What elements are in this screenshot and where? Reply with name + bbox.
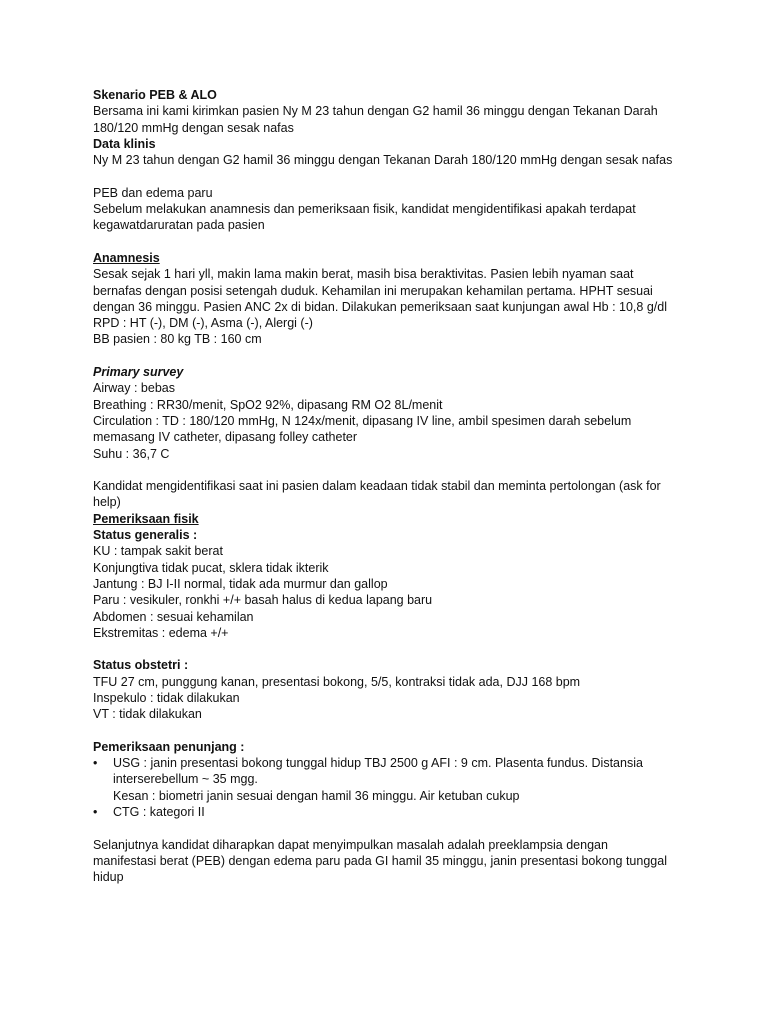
anamnesis-line-5: BB pasien : 80 kg TB : 160 cm <box>93 332 262 347</box>
intro-line-1: Bersama ini kami kirimkan pasien Ny M 23 tahun dengan G2 hamil 36 minggu dengan Tekanan Darah <box>93 104 658 119</box>
spacer <box>93 723 703 739</box>
ctg-line: CTG : kategori II <box>113 805 205 820</box>
usg-line-2: interserebellum ~ 35 mgg. <box>113 772 258 787</box>
primary-survey-heading: Primary survey <box>93 365 184 380</box>
obstetri-line-2: Inspekulo : tidak dilakukan <box>93 690 240 705</box>
status-obstetri-heading: Status obstetri : <box>93 658 189 673</box>
bullet-icon: • <box>93 756 98 771</box>
fisik-line-2: Konjungtiva tidak pucat, sklera tidak ikterik <box>93 560 329 575</box>
anamnesis-line-4: RPD : HT (-), DM (-), Asma (-), Alergi (-) <box>93 316 313 331</box>
usg-line-3: Kesan : biometri janin sesuai dengan hamil 36 minggu. Air ketuban cukup <box>113 788 520 803</box>
pemeriksaan-fisik-heading: Pemeriksaan fisik <box>93 511 199 526</box>
spacer <box>93 641 703 657</box>
peb-line: PEB dan edema paru <box>93 185 213 200</box>
fisik-line-6: Ekstremitas : edema +/+ <box>93 625 229 640</box>
obstetri-line-1: TFU 27 cm, punggung kanan, presentasi bokong, 5/5, kontraksi tidak ada, DJJ 168 bpm <box>93 674 581 689</box>
document-title: Skenario PEB & ALO <box>93 88 217 102</box>
bullet-icon: • <box>93 805 98 820</box>
intro-line-2: 180/120 mmHg dengan sesak nafas <box>93 120 294 135</box>
fisik-line-5: Abdomen : sesuai kehamilan <box>93 609 254 624</box>
ctg-bullet-item <box>93 804 703 820</box>
anamnesis-line-3: dengan 36 minggu. Pasien ANC 2x di bidan. Dilakukan pemeriksaan saat kunjungan awal Hb : 10,8 g/dl <box>93 299 667 314</box>
conclusion-line-2: manifestasi berat (PEB) dengan edema paru pada GI hamil 35 minggu, janin presentasi bokong tunggal <box>93 853 667 868</box>
conclusion-line-1: Selanjutnya kandidat diharapkan dapat menyimpulkan masalah adalah preeklampsia dengan <box>93 837 608 852</box>
primary-survey-line-2: Breathing : RR30/menit, SpO2 92%, dipasang RM O2 8L/menit <box>93 397 443 412</box>
identification-line-1: Kandidat mengidentifikasi saat ini pasien dalam keadaan tidak stabil dan meminta pertolongan (ask for <box>93 479 661 494</box>
data-klinis-text: Ny M 23 tahun dengan G2 hamil 36 minggu dengan Tekanan Darah 180/120 mmHg dengan sesak nafas <box>93 153 673 168</box>
spacer <box>93 462 703 478</box>
peb-text-line-1: Sebelum melakukan anamnesis dan pemeriksaan fisik, kandidat mengidentifikasi apakah terdapat <box>93 202 636 217</box>
usg-bullet-item <box>93 755 703 771</box>
fisik-line-1: KU : tampak sakit berat <box>93 544 223 559</box>
anamnesis-line-1: Sesak sejak 1 hari yll, makin lama makin berat, masih bisa beraktivitas. Pasien lebih nyaman saat <box>93 267 634 282</box>
fisik-line-3: Jantung : BJ I-II normal, tidak ada murmur dan gallop <box>93 576 388 591</box>
spacer <box>93 348 703 364</box>
spacer <box>93 168 703 184</box>
penunjang-heading: Pemeriksaan penunjang : <box>93 739 245 754</box>
data-klinis-heading: Data klinis <box>93 136 156 151</box>
obstetri-line-3: VT : tidak dilakukan <box>93 707 202 722</box>
identification-line-2: help) <box>93 495 121 510</box>
primary-survey-line-5: Suhu : 36,7 C <box>93 446 170 461</box>
spacer <box>93 820 703 836</box>
spacer <box>93 234 703 250</box>
primary-survey-line-3: Circulation : TD : 180/120 mmHg, N 124x/menit, dipasang IV line, ambil spesimen darah sebelum <box>93 413 632 428</box>
primary-survey-line-4: memasang IV catheter, dipasang folley catheter <box>93 430 358 445</box>
anamnesis-heading: Anamnesis <box>93 250 160 265</box>
peb-text-line-2: kegawatdaruratan pada pasien <box>93 218 265 233</box>
usg-line-1: USG : janin presentasi bokong tunggal hidup TBJ 2500 g AFI : 9 cm. Plasenta fundus. Distansia <box>113 756 643 771</box>
fisik-line-4: Paru : vesikuler, ronkhi +/+ basah halus di kedua lapang baru <box>93 593 433 608</box>
anamnesis-line-2: bernafas dengan posisi setengah duduk. Kehamilan ini merupakan kehamilan pertama. HPHT sesuai <box>93 283 653 298</box>
conclusion-line-3: hidup <box>93 870 124 885</box>
document-content <box>93 87 703 886</box>
primary-survey-line-1: Airway : bebas <box>93 381 175 396</box>
status-generalis-heading: Status generalis : <box>93 528 198 543</box>
